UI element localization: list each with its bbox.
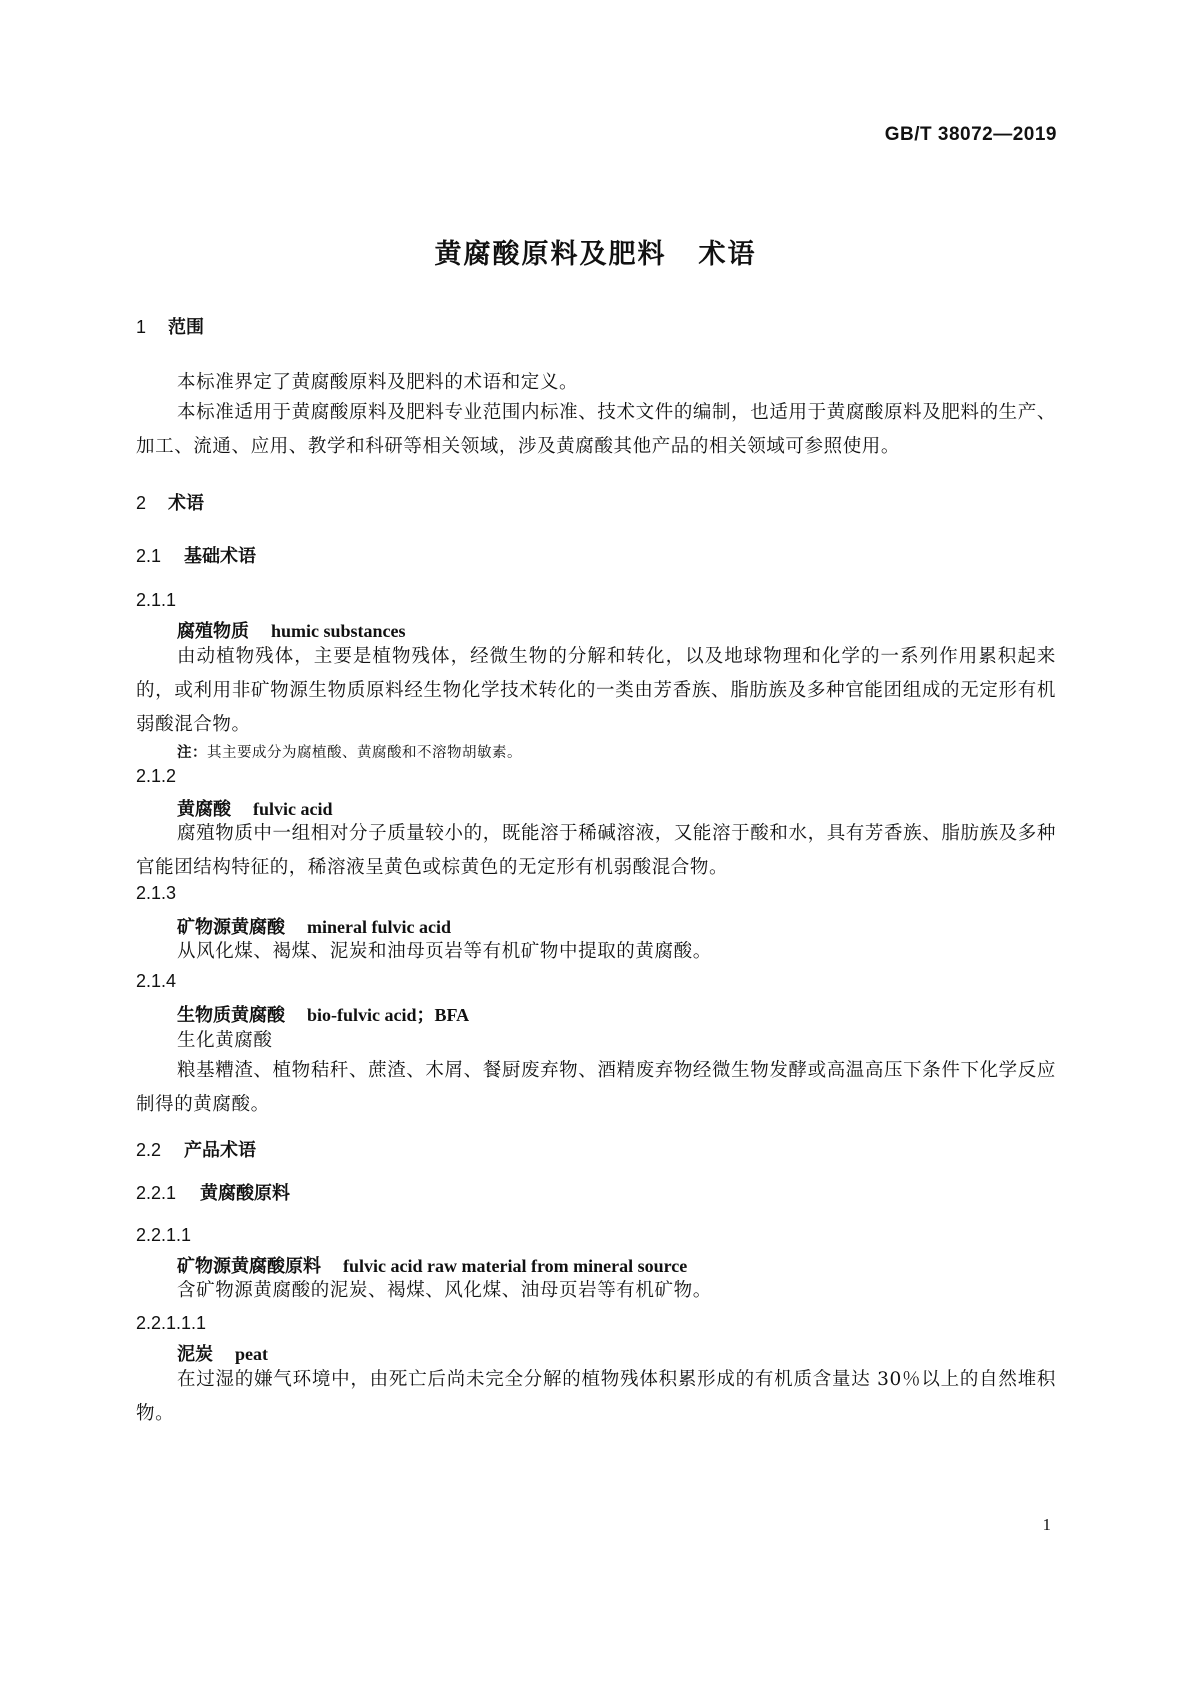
section-number: 1 (136, 317, 147, 337)
section-1-heading (136, 313, 204, 339)
term-name-zh: 矿物源黄腐酸 (177, 917, 285, 938)
term-name-zh: 矿物源黄腐酸原料 (177, 1256, 321, 1277)
section-2-heading (136, 489, 204, 515)
term-name-en: mineral fulvic acid (307, 917, 451, 937)
term-definition: 由动植物残体，主要是植物残体，经微生物的分解和转化，以及地球物理和化学的一系列作用累积起来的，或利用非矿物源生物质原料经生物化学技术转化的一类由芳香族、脂肪族及多种官能团组成的无定形有机弱酸混合物。 (136, 646, 1056, 735)
term-definition: 从风化煤、褐煤、泥炭和油母页岩等有机矿物中提取的黄腐酸。 (177, 941, 712, 962)
scope-paragraph-1: 本标准界定了黄腐酸原料及肥料的术语和定义。 (177, 372, 579, 393)
section-number: 2 (136, 493, 147, 513)
section-title: 黄腐酸原料 (200, 1183, 290, 1204)
term-name-en: fulvic acid raw material from mineral source (343, 1256, 688, 1276)
term-number: 2.2.1.1 (136, 1225, 192, 1245)
section-title: 范围 (168, 317, 204, 338)
standard-code: GB/T 38072—2019 (884, 124, 1057, 145)
term-number: 2.1.4 (136, 971, 177, 991)
term-definition: 腐殖物质中一组相对分子质量较小的，既能溶于稀碱溶液，又能溶于酸和水，具有芳香族、脂肪族及多种官能团结构特征的，稀溶液呈黄色或棕黄色的无定形有机弱酸混合物。 (136, 823, 1056, 878)
section-number: 2.1 (136, 546, 162, 566)
term-name-en: peat (235, 1344, 268, 1364)
document-title (0, 232, 1191, 271)
term-definition: 在过湿的嫌气环境中，由死亡后尚未完全分解的植物残体积累形成的有机质含量达 30％以上的自然堆积物。 (136, 1369, 1056, 1424)
note-text: 其主要成分为腐植酸、黄腐酸和不溶物胡敏素。 (207, 745, 522, 761)
scope-paragraph-2: 本标准适用于黄腐酸原料及肥料专业范围内标准、技术文件的编制，也适用于黄腐酸原料及肥料的生产、加工、流通、应用、教学和科研等相关领域，涉及黄腐酸其他产品的相关领域可参照使用。 (136, 402, 1056, 457)
term-number: 2.1.1 (136, 590, 177, 610)
term-name-zh: 腐殖物质 (177, 621, 249, 642)
section-2-1-heading (136, 542, 256, 568)
term-name-zh: 黄腐酸 (177, 799, 231, 820)
term-definition: 含矿物源黄腐酸的泥炭、褐煤、风化煤、油母页岩等有机矿物。 (177, 1280, 712, 1301)
term-name-zh: 生物质黄腐酸 (177, 1005, 285, 1026)
section-number: 2.2 (136, 1140, 162, 1160)
section-title: 术语 (168, 493, 204, 514)
term-alternate-name: 生化黄腐酸 (177, 1030, 273, 1051)
term-number: 2.2.1.1.1 (136, 1313, 207, 1333)
term-name-en: fulvic acid (253, 799, 333, 819)
term-name-en: bio-fulvic acid；BFA (307, 1005, 470, 1025)
section-title: 产品术语 (184, 1140, 256, 1161)
term-number: 2.1.2 (136, 766, 177, 786)
title-sub: 术语 (698, 239, 757, 270)
term-number: 2.1.3 (136, 883, 177, 903)
section-2-2-heading (136, 1136, 256, 1162)
section-title: 基础术语 (184, 546, 256, 567)
section-2-2-1-heading (136, 1179, 290, 1205)
section-number: 2.2.1 (136, 1183, 177, 1203)
term-note (177, 741, 522, 762)
term-name-en: humic substances (271, 621, 406, 641)
term-name-zh: 泥炭 (177, 1344, 213, 1365)
term-definition: 粮基糟渣、植物秸秆、蔗渣、木屑、餐厨废弃物、酒精废弃物经微生物发酵或高温高压下条件下化学反应制得的黄腐酸。 (136, 1060, 1056, 1115)
note-label: 注： (177, 745, 207, 761)
title-main: 黄腐酸原料及肥料 (434, 239, 667, 270)
page-number: 1 (1042, 1515, 1051, 1534)
